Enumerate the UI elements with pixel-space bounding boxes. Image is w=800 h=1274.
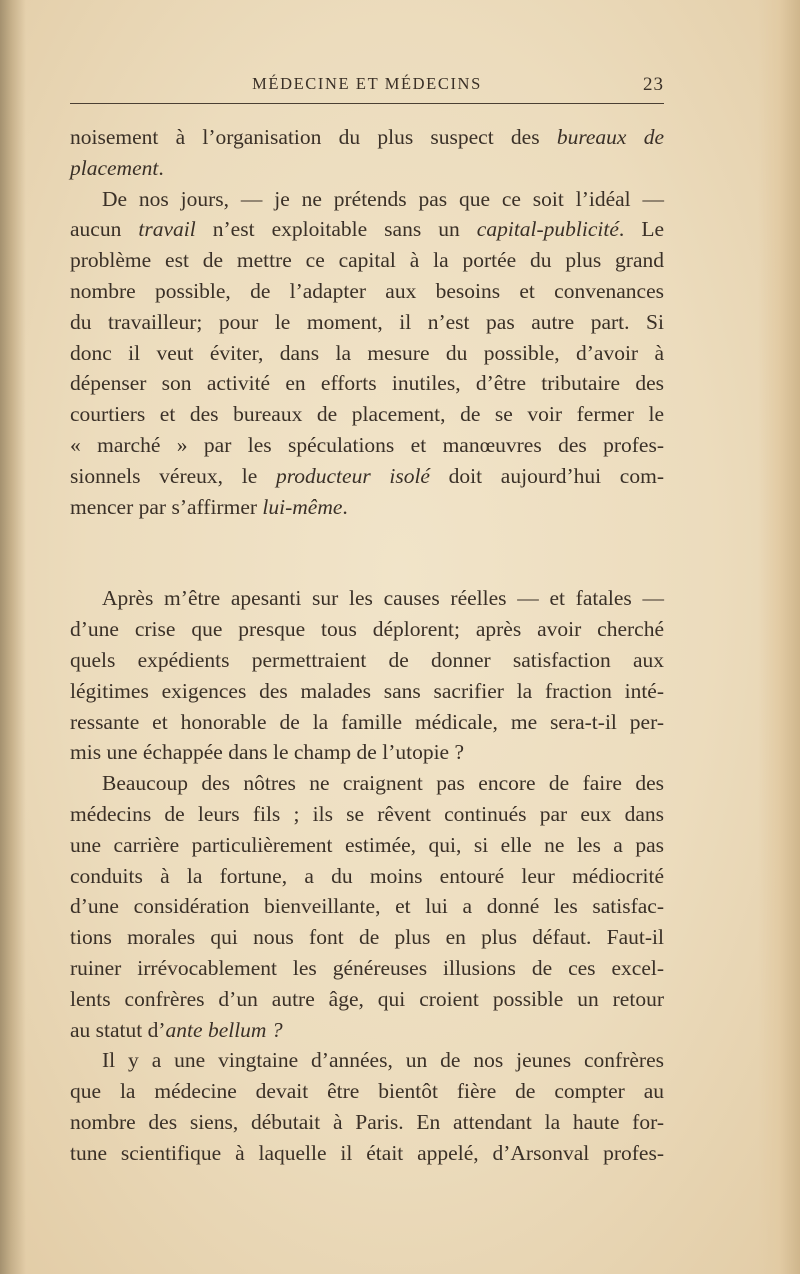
text-line: quels expédients permettraient de donner satisfaction aux bbox=[70, 647, 664, 672]
text-line: mis une échappée dans le champ de l’utopie ? bbox=[70, 740, 465, 765]
paragraph-1 bbox=[70, 122, 664, 184]
text-line: placement. bbox=[70, 155, 164, 180]
page-edge-shadow-right bbox=[758, 0, 800, 1274]
text-line: noisement à l’organisation du plus suspect des bureaux de bbox=[70, 125, 664, 149]
paragraph-5 bbox=[70, 1045, 664, 1168]
text-line: Il y a une vingtaine d’années, un de nos jeunes confrères bbox=[102, 1048, 664, 1073]
text-line: aucun travail n’est exploitable sans un capital-publicité. Le bbox=[70, 217, 664, 242]
text-line: Après m’être apesanti sur les causes réelles — et fatales — bbox=[102, 586, 664, 611]
text-line: du travailleur; pour le moment, il n’est pas autre part. Si bbox=[70, 309, 664, 334]
text-line: légitimes exigences des malades sans sacrifier la fraction inté- bbox=[70, 678, 664, 703]
italic-phrase: producteur isolé bbox=[275, 463, 430, 488]
italic-phrase: capital-publicité bbox=[476, 217, 619, 242]
italic-phrase: placement bbox=[70, 155, 159, 180]
text-line: ruiner irrévocablement les généreuses illusions de ces excel- bbox=[70, 955, 664, 980]
text-line: donc il veut éviter, dans la mesure du possible, d’avoir à bbox=[70, 340, 664, 365]
text-line: Beaucoup des nôtres ne craignent pas encore de faire des bbox=[102, 771, 664, 796]
text-line: conduits à la fortune, a du moins entouré leur médiocrité bbox=[70, 863, 664, 888]
page-number: 23 bbox=[643, 74, 664, 95]
text-line: tions morales qui nous font de plus en plus défaut. Faut-il bbox=[70, 925, 664, 950]
italic-phrase: ante bellum ? bbox=[165, 1017, 283, 1042]
italic-phrase: bureaux de bbox=[556, 125, 664, 149]
text-line: nombre des siens, débutait à Paris. En attendant la haute for- bbox=[70, 1109, 664, 1134]
text-line: que la médecine devait être bientôt fière de compter au bbox=[70, 1079, 664, 1104]
text-line: au statut d’ante bellum ? bbox=[70, 1017, 283, 1042]
text-line: d’une crise que presque tous déplorent; après avoir cherché bbox=[70, 617, 664, 642]
text-line: d’une considération bienveillante, et lui a donné les satisfac- bbox=[70, 894, 664, 919]
paragraph-2 bbox=[70, 184, 664, 523]
running-title: MÉDECINE ET MÉDECINS bbox=[252, 74, 482, 93]
text-line: mencer par s’affirmer lui-même. bbox=[70, 494, 348, 519]
page-header bbox=[70, 74, 664, 104]
text-line: tune scientifique à laquelle il était appelé, d’Arsonval profes- bbox=[70, 1140, 664, 1165]
text-line: dépenser son activité en efforts inutiles, d’être tributaire des bbox=[70, 371, 664, 396]
text-line: « marché » par les spéculations et manœuvres des profes- bbox=[70, 432, 664, 457]
italic-phrase: lui-même bbox=[262, 494, 343, 519]
text-line: problème est de mettre ce capital à la portée du plus grand bbox=[70, 248, 664, 273]
text-line: ressante et honorable de la famille médicale, me sera-t-il per- bbox=[70, 709, 664, 734]
text-line: De nos jours, — je ne prétends pas que ce soit l’idéal — bbox=[102, 186, 664, 211]
text-line: lents confrères d’un autre âge, qui croient possible un retour bbox=[70, 986, 664, 1011]
body-text bbox=[70, 122, 664, 1169]
section-break bbox=[70, 522, 664, 583]
paragraph-3 bbox=[70, 583, 664, 768]
italic-phrase: travail bbox=[138, 217, 196, 242]
header-rule bbox=[70, 103, 664, 104]
text-line: une carrière particulièrement estimée, qui, si elle ne les a pas bbox=[70, 832, 664, 857]
text-line: sionnels véreux, le producteur isolé doit aujourd’hui com- bbox=[70, 463, 664, 488]
text-line: courtiers et des bureaux de placement, de se voir fermer le bbox=[70, 402, 664, 427]
text-line: médecins de leurs fils ; ils se rêvent continués par eux dans bbox=[70, 801, 664, 826]
page-edge-shadow-left bbox=[0, 0, 26, 1274]
paragraph-4 bbox=[70, 768, 664, 1045]
text-line: nombre possible, de l’adapter aux besoins et convenances bbox=[70, 278, 664, 303]
